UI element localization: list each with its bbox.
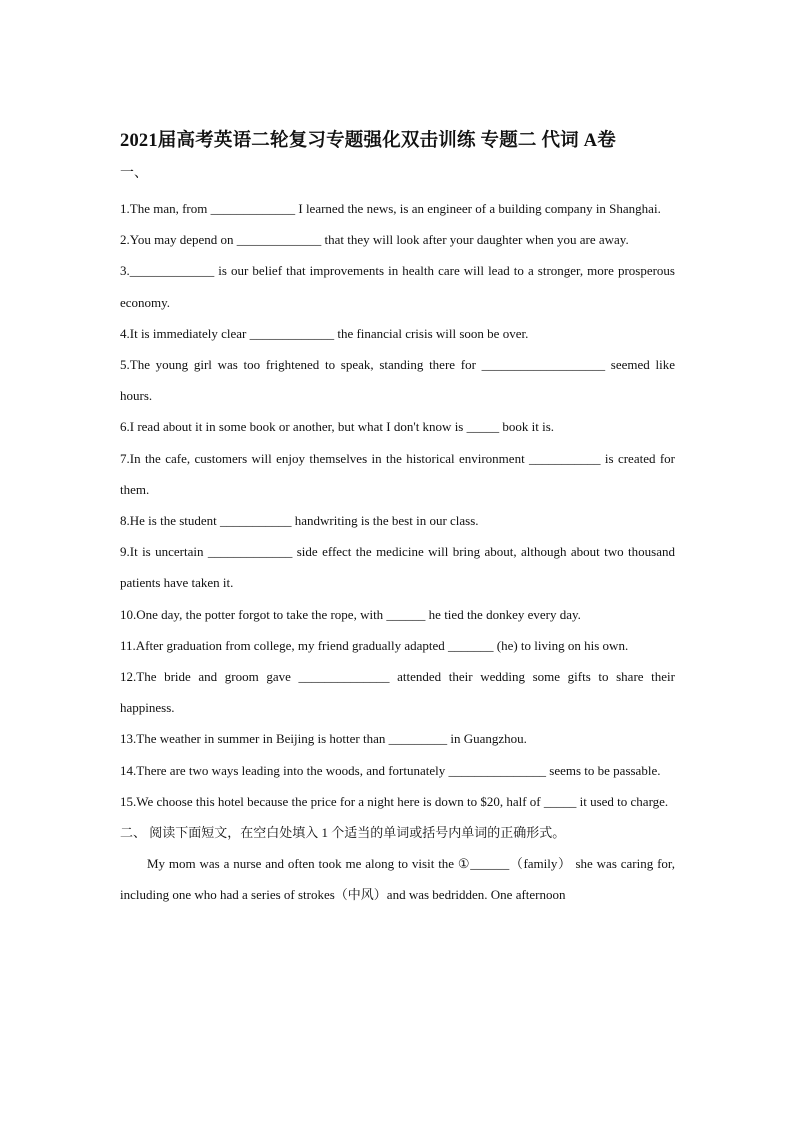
document-title: 2021届高考英语二轮复习专题强化双击训练 专题二 代词 A卷 bbox=[120, 131, 616, 151]
question-12: 12.The bride and groom gave ______________ attended their wedding some gifts to share their happiness. bbox=[120, 669, 675, 716]
question-block bbox=[120, 193, 675, 911]
section-two-heading: 二、 阅读下面短文，在空白处填入 1 个适当的单词或括号内单词的正确形式。 bbox=[120, 825, 566, 841]
question-1: 1.The man, from _____________ I learned the news, is an engineer of a building company in Shanghai. bbox=[120, 201, 661, 216]
reading-passage: My mom was a nurse and often took me along to visit the ①______（family） she was caring for, including one who had a series of strokes（中风）and was bedridden. One afternoon bbox=[120, 856, 675, 903]
question-4: 4.It is immediately clear _____________ the financial crisis will soon be over. bbox=[120, 325, 529, 341]
question-11: 11.After graduation from college, my friend gradually adapted _______ (he) to living on his own. bbox=[120, 637, 629, 653]
question-8: 8.He is the student ___________ handwriting is the best in our class. bbox=[120, 513, 479, 529]
question-10: 10.One day, the potter forgot to take the rope, with ______ he tied the donkey every day. bbox=[120, 606, 581, 622]
question-15: 15.We choose this hotel because the price for a night here is down to $20, half of _____ it used to charge. bbox=[120, 793, 669, 809]
question-13: 13.The weather in summer in Beijing is hotter than _________ in Guangzhou. bbox=[120, 731, 527, 747]
question-9: 9.It is uncertain _____________ side effect the medicine will bring about, although about two thousand patients have taken it. bbox=[120, 544, 675, 591]
question-3: 3._____________ is our belief that improvements in health care will lead to a stronger, more prosperous economy. bbox=[120, 263, 675, 310]
section-one-heading: 一、 bbox=[120, 166, 148, 181]
question-6: 6.I read about it in some book or another, but what I don't know is _____ book it is. bbox=[120, 419, 555, 435]
question-2: 2.You may depend on _____________ that they will look after your daughter when you are away. bbox=[120, 232, 629, 248]
question-14: 14.There are two ways leading into the woods, and fortunately _______________ seems to be passable. bbox=[120, 762, 661, 778]
question-5: 5.The young girl was too frightened to speak, standing there for ___________________ seemed like hours. bbox=[120, 357, 675, 404]
question-7: 7.In the cafe, customers will enjoy themselves in the historical environment ___________ is created for them. bbox=[120, 450, 675, 497]
